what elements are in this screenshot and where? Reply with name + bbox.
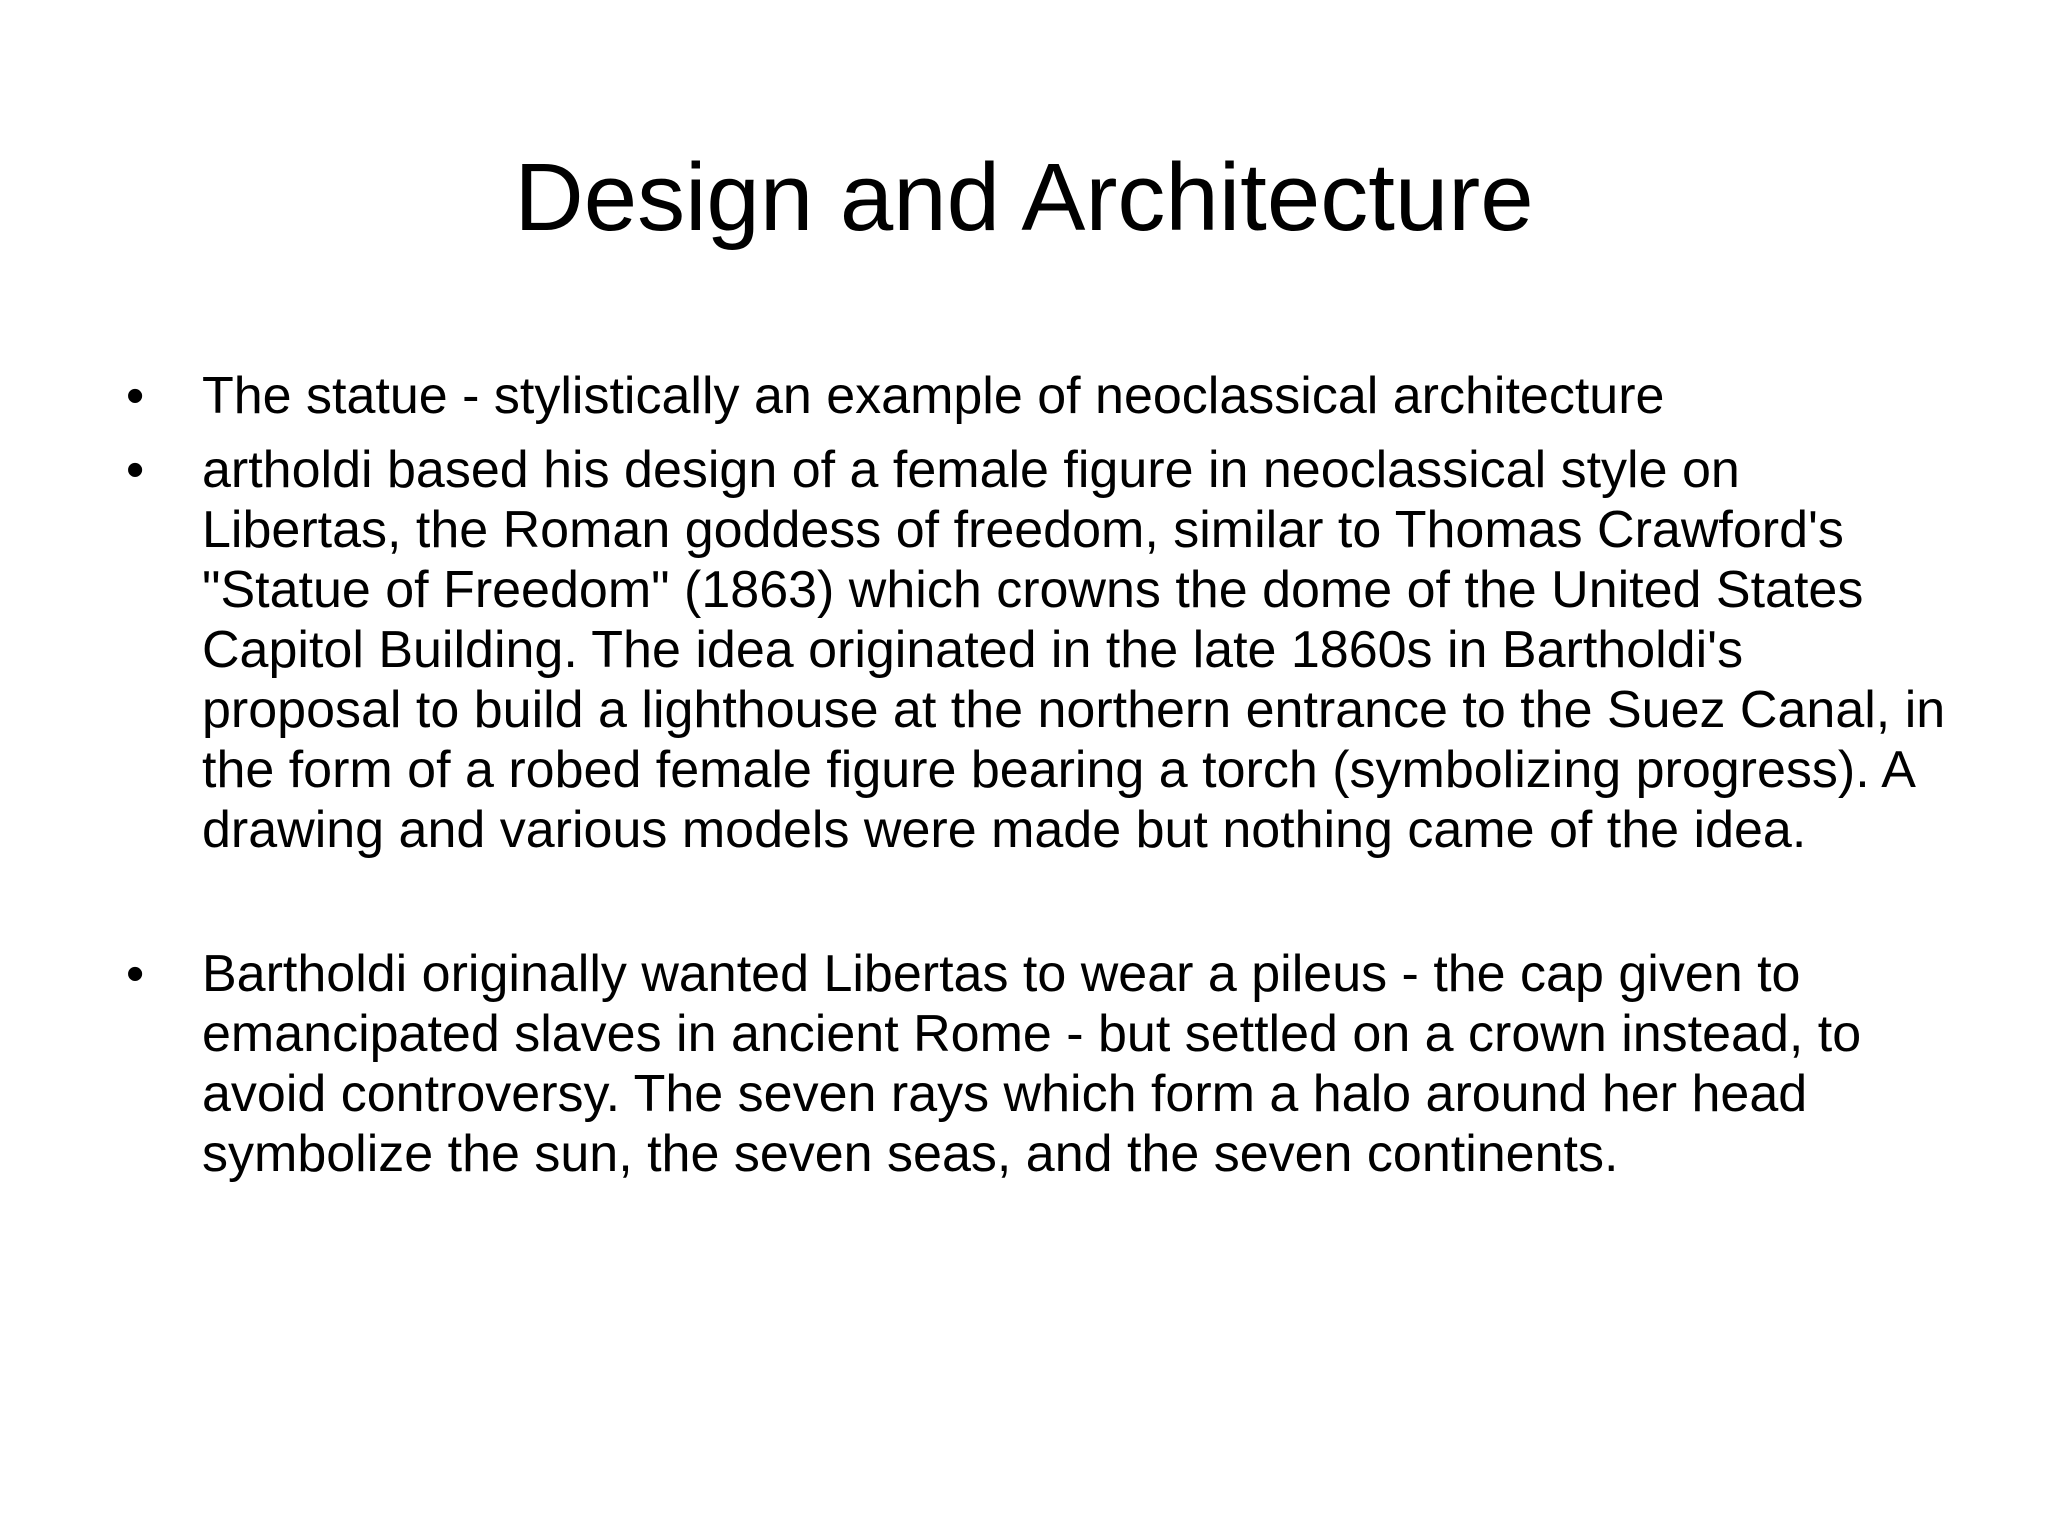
slide-title: Design and Architecture [514, 144, 1534, 251]
bullet-text: artholdi based his design of a female figure in neoclassical style on Libertas, the Roman goddess of freedom, similar to Thomas Crawford's "Statue of Freedom" (1863) which crowns the dome of the United States Capitol Building. The idea originated in the late 1860s in Bartholdi's proposal to build a lighthouse at the northern entrance to the Suez Canal, in the form of a robed female figure bearing a torch (symbolizing progress). A drawing and various models were made but nothing came of the idea. [202, 441, 1946, 859]
bullet-text: The statue - stylistically an example of neoclassical architecture [202, 367, 1665, 425]
bullet-item-2 [118, 440, 1948, 860]
bullet-list [118, 366, 1948, 1198]
bullet-marker: • [126, 441, 145, 499]
bullet-text: Bartholdi originally wanted Libertas to wear a pileus - the cap given to emancipated slaves in ancient Rome - but settled on a crown instead, to avoid controversy. The seven rays which form a halo around her head symbolize the sun, the seven seas, and the seven continents. [202, 945, 1862, 1183]
bullet-item-1 [118, 366, 1948, 426]
bullet-item-3 [118, 944, 1948, 1184]
bullet-marker: • [126, 367, 145, 425]
bullet-marker: • [126, 945, 145, 1003]
